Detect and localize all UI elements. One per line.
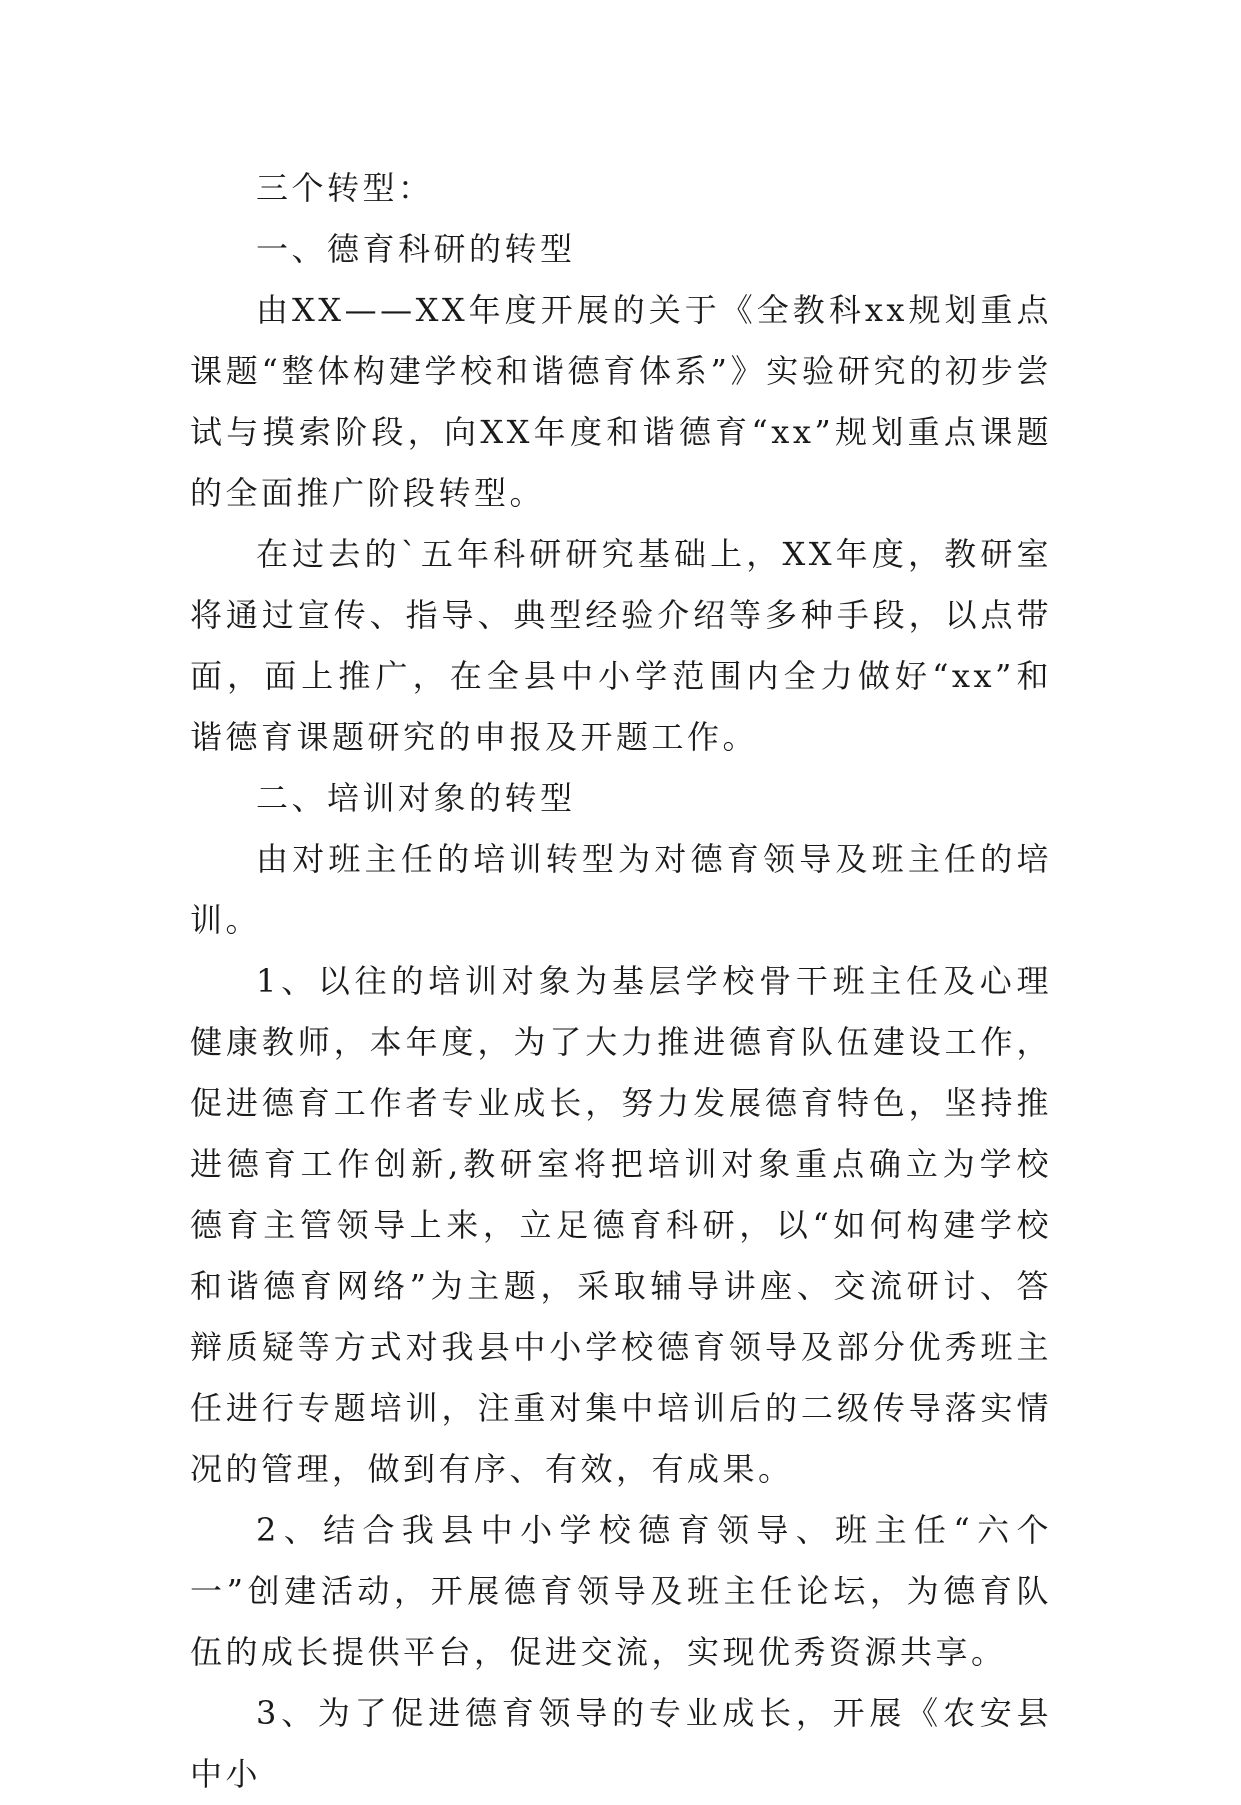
section-2-heading: 二、培训对象的转型 xyxy=(256,779,576,817)
paragraph: 1、以往的培训对象为基层学校骨干班主任及心理健康教师，本年度，为了大力推进德育队伍建设工作，促进德育工作者专业成长，努力发展德育特色，坚持推进德育工作创新,教研室将把培训对象重点确立为学校德育主管领导上来，立足德育科研，以“如何构建学校和谐德育网络”为主题，采取辅导讲座、交流研讨、答辩质疑等方式对我县中小学校德育领导及部分优秀班主任进行专题培训，注重对集中培训后的二级传导落实情况的管理，做到有序、有效，有成果。 xyxy=(190,962,1052,1488)
section-intro-heading: 三个转型： xyxy=(256,169,434,207)
paragraph: 在过去的`五年科研研究基础上，XX年度，教研室将通过宣传、指导、典型经验介绍等多种手段，以点带面，面上推广，在全县中小学范围内全力做好“xx”和谐德育课题研究的申报及开题工作。 xyxy=(190,535,1052,756)
document-body xyxy=(190,158,1052,1805)
paragraph: 2、结合我县中小学校德育领导、班主任“六个一”创建活动，开展德育领导及班主任论坛，为德育队伍的成长提供平台，促进交流，实现优秀资源共享。 xyxy=(190,1511,1052,1671)
section-1-heading: 一、德育科研的转型 xyxy=(256,230,576,268)
paragraph: 由对班主任的培训转型为对德育领导及班主任的培训。 xyxy=(190,840,1052,939)
paragraph: 3、为了促进德育领导的专业成长，开展《农安县中小 xyxy=(190,1694,1052,1793)
paragraph: 由XX——XX年度开展的关于《全教科xx规划重点课题“整体构建学校和谐德育体系”》实验研究的初步尝试与摸索阶段，向XX年度和谐德育“xx”规划重点课题的全面推广阶段转型。 xyxy=(190,291,1052,512)
